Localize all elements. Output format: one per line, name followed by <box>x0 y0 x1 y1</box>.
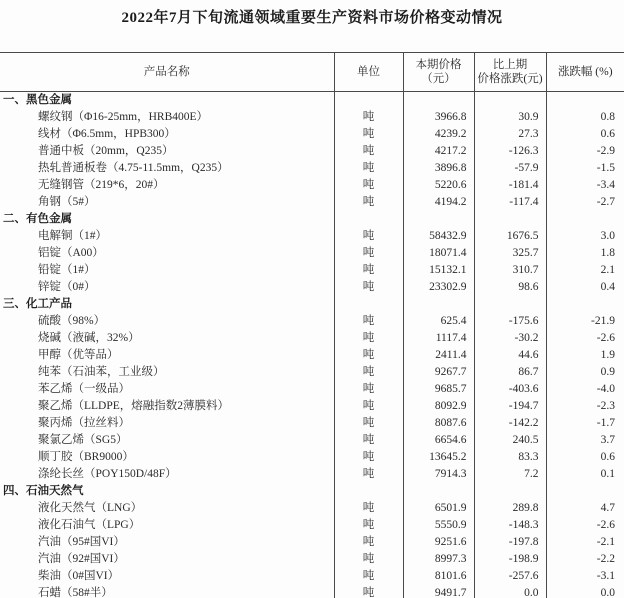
empty-unit-cell <box>334 92 403 110</box>
product-name-cell: 线材（Φ6.5mm，HPB300） <box>0 126 334 143</box>
current-price-cell: 9491.7 <box>403 585 474 598</box>
change-pct-cell: 3.7 <box>600 434 615 446</box>
change-pct-cell: 0.0 <box>600 587 615 598</box>
price-change-cell: -257.6 <box>474 568 546 585</box>
product-name-cell: 纯苯（石油苯，工业级） <box>0 364 334 381</box>
unit-cell: 吨 <box>334 177 403 194</box>
unit-cell: 吨 <box>334 398 403 415</box>
current-price-cell: 625.4 <box>403 313 474 330</box>
product-row <box>0 262 624 279</box>
price-change-cell: 83.3 <box>474 449 546 466</box>
change-pct-cell: -2.7 <box>596 196 615 208</box>
product-row <box>0 279 624 296</box>
unit-cell: 吨 <box>334 466 403 483</box>
empty-pct-cell <box>546 483 624 500</box>
change-pct-cell: -21.9 <box>591 315 615 327</box>
price-change-cell: 30.9 <box>474 109 546 126</box>
change-pct-cell: -2.9 <box>596 145 615 157</box>
price-change-cell: -126.3 <box>474 143 546 160</box>
table-header <box>0 53 624 92</box>
current-price-cell: 8101.6 <box>403 568 474 585</box>
current-price-cell: 13645.2 <box>403 449 474 466</box>
empty-change-cell <box>474 211 546 228</box>
unit-cell: 吨 <box>334 262 403 279</box>
product-name-cell: 苯乙烯（一级品） <box>0 381 334 398</box>
header-price-change-line1: 比上期 <box>492 59 528 71</box>
unit-cell: 吨 <box>334 126 403 143</box>
change-pct-cell: -2.3 <box>596 400 615 412</box>
empty-pct-cell <box>546 296 624 313</box>
current-price-cell: 2411.4 <box>403 347 474 364</box>
price-change-cell: 325.7 <box>474 245 546 262</box>
product-name-cell: 汽油（92#国VI） <box>0 551 334 568</box>
current-price-cell: 8092.9 <box>403 398 474 415</box>
empty-change-cell <box>474 483 546 500</box>
price-change-cell: 27.3 <box>474 126 546 143</box>
product-row <box>0 160 624 177</box>
product-name-cell: 柴油（0#国VI） <box>0 568 334 585</box>
product-name-cell: 铅锭（1#） <box>0 262 334 279</box>
product-name-cell: 涤纶长丝（POY150D/48F） <box>0 466 334 483</box>
price-change-cell: -197.8 <box>474 534 546 551</box>
current-price-cell: 1117.4 <box>403 330 474 347</box>
category-row <box>0 296 624 313</box>
empty-unit-cell <box>334 483 403 500</box>
table-body <box>0 92 624 598</box>
price-change-cell: -30.2 <box>474 330 546 347</box>
product-name-cell: 铝锭（A00） <box>0 245 334 262</box>
current-price-cell: 7914.3 <box>403 466 474 483</box>
price-change-cell: 0.0 <box>474 585 546 598</box>
header-current-price-line1: 本期价格 <box>415 59 462 71</box>
category-row <box>0 483 624 500</box>
change-pct-cell: 0.6 <box>600 128 615 140</box>
unit-cell: 吨 <box>334 279 403 296</box>
change-pct-cell: 0.6 <box>600 451 615 463</box>
current-price-cell: 9685.7 <box>403 381 474 398</box>
price-change-cell: -142.2 <box>474 415 546 432</box>
unit-cell: 吨 <box>334 245 403 262</box>
unit-cell: 吨 <box>334 551 403 568</box>
product-name-cell: 热轧普通板卷（4.75-11.5mm，Q235） <box>0 160 334 177</box>
category-label-cell: 二、有色金属 <box>0 211 334 228</box>
price-change-cell: 98.6 <box>474 279 546 296</box>
product-row <box>0 109 624 126</box>
product-row <box>0 551 624 568</box>
change-pct-cell: 1.9 <box>600 349 615 361</box>
unit-cell: 吨 <box>334 143 403 160</box>
unit-cell: 吨 <box>334 534 403 551</box>
change-pct-cell: 0.8 <box>600 111 615 123</box>
current-price-cell: 9267.7 <box>403 364 474 381</box>
product-row <box>0 381 624 398</box>
product-row <box>0 534 624 551</box>
price-change-cell: -194.7 <box>474 398 546 415</box>
header-current-price-line2: （元） <box>421 73 456 85</box>
empty-pct-cell <box>546 211 624 228</box>
unit-cell: 吨 <box>334 432 403 449</box>
current-price-cell: 4194.2 <box>403 194 474 211</box>
product-row <box>0 449 624 466</box>
empty-price-cell <box>403 296 474 313</box>
product-name-cell: 液化石油气（LPG） <box>0 517 334 534</box>
price-table <box>0 52 624 598</box>
change-pct-cell: 0.1 <box>600 468 615 480</box>
price-change-cell: -117.4 <box>474 194 546 211</box>
current-price-cell: 6501.9 <box>403 500 474 517</box>
product-name-cell: 汽油（95#国VI） <box>0 534 334 551</box>
current-price-cell: 3896.8 <box>403 160 474 177</box>
current-price-cell: 8087.6 <box>403 415 474 432</box>
change-pct-cell: 2.1 <box>600 264 615 276</box>
product-row <box>0 194 624 211</box>
product-name-cell: 硫酸（98%） <box>0 313 334 330</box>
product-row <box>0 228 624 245</box>
unit-cell: 吨 <box>334 194 403 211</box>
product-name-cell: 顺丁胶（BR9000） <box>0 449 334 466</box>
price-change-cell: -181.4 <box>474 177 546 194</box>
product-row <box>0 126 624 143</box>
unit-cell: 吨 <box>334 160 403 177</box>
current-price-cell: 18071.4 <box>403 245 474 262</box>
category-label-cell: 三、化工产品 <box>0 296 334 313</box>
empty-price-cell <box>403 483 474 500</box>
price-change-cell: 1676.5 <box>474 228 546 245</box>
change-pct-cell: -1.7 <box>596 417 615 429</box>
empty-unit-cell <box>334 296 403 313</box>
category-row <box>0 92 624 110</box>
price-change-cell: 44.6 <box>474 347 546 364</box>
empty-price-cell <box>403 92 474 110</box>
unit-cell: 吨 <box>334 381 403 398</box>
header-change-pct: 涨跌幅 (%) <box>557 66 613 78</box>
price-change-cell: 289.8 <box>474 500 546 517</box>
change-pct-cell: 0.9 <box>600 366 615 378</box>
change-pct-cell: -2.6 <box>596 332 615 344</box>
current-price-cell: 5220.6 <box>403 177 474 194</box>
unit-cell: 吨 <box>334 585 403 598</box>
current-price-cell: 15132.1 <box>403 262 474 279</box>
product-name-cell: 液化天然气（LNG） <box>0 500 334 517</box>
price-change-cell: -175.6 <box>474 313 546 330</box>
change-pct-cell: -3.1 <box>596 570 615 582</box>
change-pct-cell: -3.4 <box>596 179 615 191</box>
header-price-change-line2: 价格涨跌(元) <box>477 73 543 85</box>
product-name-cell: 聚氯乙烯（SG5） <box>0 432 334 449</box>
header-product-name: 产品名称 <box>0 53 334 92</box>
product-name-cell: 石蜡（58#半） <box>0 585 334 598</box>
empty-pct-cell <box>546 92 624 110</box>
unit-cell: 吨 <box>334 330 403 347</box>
product-name-cell: 聚丙烯（拉丝料） <box>0 415 334 432</box>
product-row <box>0 177 624 194</box>
product-row <box>0 364 624 381</box>
product-name-cell: 电解铜（1#） <box>0 228 334 245</box>
product-row <box>0 245 624 262</box>
empty-change-cell <box>474 296 546 313</box>
price-change-cell: -198.9 <box>474 551 546 568</box>
unit-cell: 吨 <box>334 415 403 432</box>
empty-price-cell <box>403 211 474 228</box>
unit-cell: 吨 <box>334 500 403 517</box>
product-row <box>0 500 624 517</box>
current-price-cell: 23302.9 <box>403 279 474 296</box>
change-pct-cell: 4.7 <box>600 502 615 514</box>
empty-change-cell <box>474 92 546 110</box>
header-current-price <box>403 53 474 92</box>
product-row <box>0 330 624 347</box>
unit-cell: 吨 <box>334 347 403 364</box>
product-row <box>0 347 624 364</box>
price-change-cell: -148.3 <box>474 517 546 534</box>
change-pct-cell: -1.5 <box>596 162 615 174</box>
price-change-cell: 310.7 <box>474 262 546 279</box>
product-row <box>0 313 624 330</box>
current-price-cell: 8997.3 <box>403 551 474 568</box>
price-change-cell: 86.7 <box>474 364 546 381</box>
product-row <box>0 143 624 160</box>
price-change-cell: -57.9 <box>474 160 546 177</box>
product-name-cell: 螺纹钢（Φ16-25mm，HRB400E） <box>0 109 334 126</box>
unit-cell: 吨 <box>334 449 403 466</box>
header-row <box>0 53 624 92</box>
unit-cell: 吨 <box>334 517 403 534</box>
change-pct-cell: -2.1 <box>596 536 615 548</box>
unit-cell: 吨 <box>334 228 403 245</box>
product-name-cell: 甲醇（优等品） <box>0 347 334 364</box>
product-name-cell: 无缝钢管（219*6，20#） <box>0 177 334 194</box>
product-name-cell: 锌锭（0#） <box>0 279 334 296</box>
product-row <box>0 585 624 598</box>
unit-cell: 吨 <box>334 109 403 126</box>
header-unit: 单位 <box>334 53 403 92</box>
current-price-cell: 5550.9 <box>403 517 474 534</box>
product-row <box>0 517 624 534</box>
change-pct-cell: 3.0 <box>600 230 615 242</box>
change-pct-cell: -2.2 <box>596 553 615 565</box>
current-price-cell: 9251.6 <box>403 534 474 551</box>
current-price-cell: 4239.2 <box>403 126 474 143</box>
current-price-cell: 6654.6 <box>403 432 474 449</box>
current-price-cell: 58432.9 <box>403 228 474 245</box>
product-row <box>0 398 624 415</box>
product-name-cell: 聚乙烯（LLDPE，熔融指数2薄膜料） <box>0 398 334 415</box>
product-row <box>0 432 624 449</box>
change-pct-cell: 0.4 <box>600 281 615 293</box>
change-pct-cell: -4.0 <box>596 383 615 395</box>
category-row <box>0 211 624 228</box>
category-label-cell: 一、黑色金属 <box>0 92 334 110</box>
product-name-cell: 烧碱（液碱，32%） <box>0 330 334 347</box>
current-price-cell: 4217.2 <box>403 143 474 160</box>
price-change-cell: 240.5 <box>474 432 546 449</box>
category-label-cell: 四、石油天然气 <box>0 483 334 500</box>
empty-unit-cell <box>334 211 403 228</box>
change-pct-cell: -2.6 <box>596 519 615 531</box>
current-price-cell: 3966.8 <box>403 109 474 126</box>
unit-cell: 吨 <box>334 313 403 330</box>
product-name-cell: 普通中板（20mm，Q235） <box>0 143 334 160</box>
change-pct-cell: 1.8 <box>600 247 615 259</box>
product-row <box>0 466 624 483</box>
page-title: 2022年7月下旬流通领域重要生产资料市场价格变动情况 <box>121 10 503 26</box>
product-name-cell: 角钢（5#） <box>0 194 334 211</box>
price-change-cell: 7.2 <box>474 466 546 483</box>
unit-cell: 吨 <box>334 568 403 585</box>
product-row <box>0 415 624 432</box>
unit-cell: 吨 <box>334 364 403 381</box>
price-change-cell: -403.6 <box>474 381 546 398</box>
product-row <box>0 568 624 585</box>
header-price-change <box>474 53 546 92</box>
